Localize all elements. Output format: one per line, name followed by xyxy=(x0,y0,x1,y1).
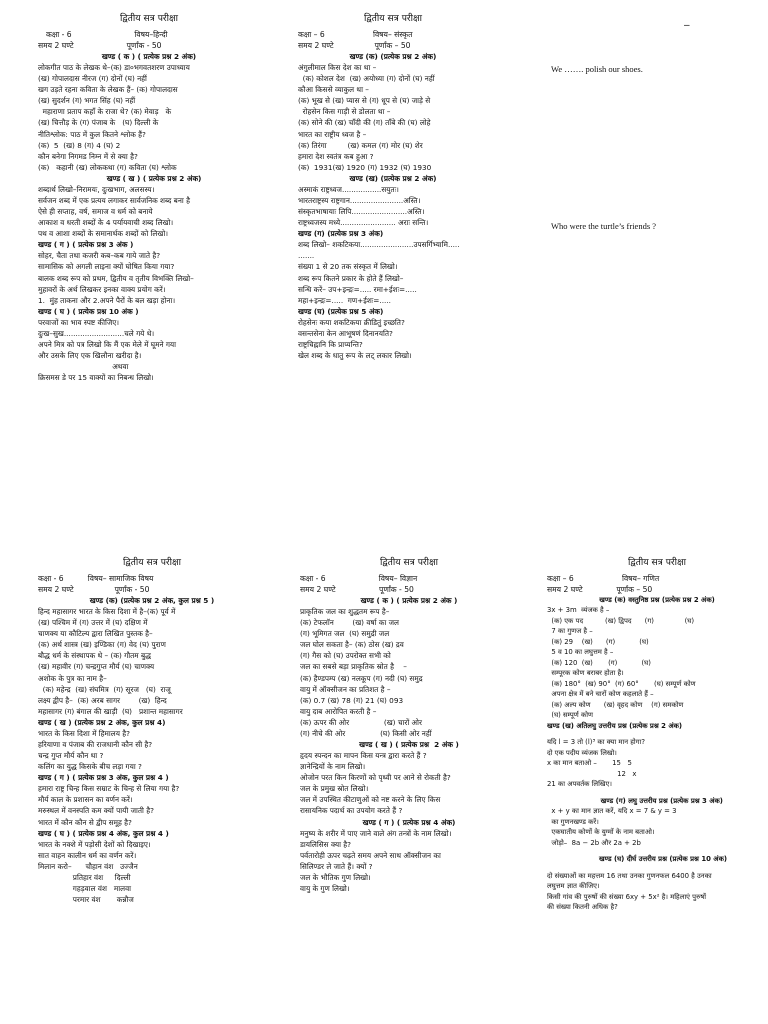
question-line: वसन्तसेना केन आभूषणं दिनानयति? xyxy=(298,328,393,338)
question-list xyxy=(38,51,260,383)
question-line: संस्कृतभाषायाः लिपि........................अस्ति। xyxy=(298,207,425,217)
section-heading: खण्ड (क) (प्रत्येक प्रश्न 2 अंक) xyxy=(349,51,437,61)
section-heading: खण्ड (घ) (प्रत्येक प्रश्न 5 अंक) xyxy=(298,306,384,316)
question-line: सामासिक को अगली लाइना क्यों घोषित किया गया? xyxy=(38,262,175,272)
question-line: दो एक पदीय व्यंजक लिखो। xyxy=(547,748,617,757)
question-line: प्रतिहार वंश दिल्ली xyxy=(38,872,131,882)
question-line: महाराणा प्रताप कहाँ के राजा थे? (क) मेवाड़ के xyxy=(38,107,172,117)
section-heading: खण्ड ( ग ) ( प्रत्येक प्रश्न 3 अंक ) xyxy=(38,240,134,250)
question-line: (ग) भूमिगत जल (घ) समुद्री जल xyxy=(300,629,390,639)
question-line: (क) अल्प कोण (ख) वृहद कोण (ग) समकोण xyxy=(547,700,684,709)
question-line: (क) टेफलॉन (ख) वर्षा का जल xyxy=(300,618,400,628)
question-line: (घ) सम्पूर्ण कोण xyxy=(547,711,594,720)
question-list xyxy=(38,595,266,905)
question-list xyxy=(547,595,767,913)
question-line: (क) 0.7 (ख) 78 (ग) 21 (घ) 093 xyxy=(300,695,404,705)
paper-title: द्वितीय सत्र परीक्षा xyxy=(627,557,687,568)
class-subject-line: कक्षा - 6 विषय– सामाजिक विषय xyxy=(38,573,154,583)
question-line: संख्या 1 से 20 तक संस्कृत में लिखो। xyxy=(298,262,398,272)
question-line: पर्वतारोही ऊपर चढ़ते समय अपने साथ ऑक्सीजन का xyxy=(300,850,441,860)
question-line: 21 का अपवर्तक लिखिए। xyxy=(547,780,612,789)
question-line: एकघातीय कोणों के युग्मों के नाम बताओ। xyxy=(547,828,655,837)
question-line: कौआ किससे व्याकुल था – xyxy=(298,85,369,95)
question-line: अंगुलीमाल किस देश का था – xyxy=(298,63,377,73)
paper-title: द्वितीय सत्र परीक्षा xyxy=(379,557,439,568)
question-line: भारत में कौन कौन से द्वीप समूह है? xyxy=(38,817,132,827)
question-line: वायु दाब आरोपित करती है – xyxy=(300,706,377,716)
question-line: (क) 29 (ख) (ग) (घ) xyxy=(547,637,649,646)
question-line: डायलिसिस क्या है? xyxy=(300,839,352,849)
question-line: शब्दार्थ लिखो–निरामयः, दुःखभाग, अलसस्य। xyxy=(38,184,155,194)
section-heading: खण्ड (ग) लघु उत्तरीय प्रश्न (प्रत्येक प्रश्न 3 अंक) xyxy=(591,796,723,805)
question-line: दो संख्याओं का महत्तम 16 तथा उनका गुणनफल 6400 है उनका xyxy=(547,871,712,880)
question-line: ज्ञानेन्द्रियों के नाम लिखो। xyxy=(300,762,366,772)
section-heading: खण्ड ( ख ) ( प्रत्येक प्रश्न 2 अंक) xyxy=(96,173,202,183)
question-line: अस्माकं राष्ट्रध्वज.................सयुतः। xyxy=(298,184,399,194)
paper-title: द्वितीय सत्र परीक्षा xyxy=(119,13,179,24)
exam-paper-social-studies xyxy=(38,556,266,1024)
question-line: ऐसे ही सप्ताह, वर्ष, समाज व धर्म को बनाये xyxy=(38,207,153,217)
question-line: x का मान बताओ – 15 5 xyxy=(547,759,632,768)
question-line: अशोक के पुत्र का नाम है– xyxy=(38,673,107,683)
question-line: सोहर, चैता तथा कजरी कब–कब गाये जाते है? xyxy=(38,251,161,261)
section-heading: खण्ड ( क ) ( प्रत्येक प्रश्न 2 अंक) xyxy=(101,51,197,61)
question-line: सर्वजन शब्द में एक प्रत्यय लगाकर सार्वजनिक शब्द बना है xyxy=(38,196,190,205)
question-line: बौद्ध धर्म के संस्थापक थे – (क) गौतम बुद्ध xyxy=(38,651,151,661)
question-line: महासागर (ग) बंगाल की खाड़ी (घ) प्रशान्त महासागर xyxy=(38,706,183,716)
question-line: वायु में ऑक्सीजन का प्रतिशत है – xyxy=(300,684,391,694)
question-line: जल के प्रमुख स्रोत लिखो। xyxy=(300,784,369,794)
question-line: आकाश व धरती शब्दों के 4 पर्यायवाची शब्द लिखो। xyxy=(38,218,174,228)
question-line: मुहावरों के अर्थ लिखकर इनका वाक्य प्रयोग करें। xyxy=(38,284,166,294)
question-line: (क) भूख से (ख) प्यास से (ग) धूप से (घ) जाड़े से xyxy=(298,96,431,106)
question-line: हरियाणा व पंजाब की राजधानी कौन सी है? xyxy=(38,740,153,749)
section-heading: खण्ड ( घ ) ( प्रत्येक प्रश्न 10 अंक ) xyxy=(38,306,139,316)
question-line: (ग) गैस को (घ) उपरोक्त सभी को xyxy=(300,651,391,661)
question-line: जल में उपस्थित कीटाणुओं को नष्ट करने के लिए किस xyxy=(300,795,441,805)
time-marks-line: समय 2 घण्टे पूर्णांक – 50 xyxy=(298,40,411,50)
question-line: रासायनिक पदार्थ का उपयोग करते हैं ? xyxy=(300,806,403,816)
question-line: ओजोन परत किन किरणों को पृथ्वी पर आने से रोकती है? xyxy=(300,773,451,783)
question-line: (क) एक पद (ख) द्विपद (ग) (घ) xyxy=(547,616,695,625)
question-line: हमारा देश स्वतंत्र कब हुआ ? xyxy=(298,151,374,161)
section-heading: खण्ड (ग) (प्रत्येक प्रश्न 3 अंक) xyxy=(298,229,384,239)
question-line: (क) 120 (ख) (ग) (घ) xyxy=(547,658,651,667)
question-line: नीतिश्लोक: पाठ में कुल कितने श्लोक हैं? xyxy=(38,129,146,139)
paper-title: द्वितीय सत्र परीक्षा xyxy=(363,13,423,24)
question-list xyxy=(300,595,518,894)
question-line: (क) 180° (ख) 90° (ग) 60° (घ) सम्पूर्ण कोण xyxy=(547,679,696,688)
question-line: अपने मित्र को पत्र लिखो कि मैं एक मेले में घूमने गया xyxy=(38,340,177,350)
paper-title: द्वितीय सत्र परीक्षा xyxy=(122,557,182,568)
question-line: जल घोल सकता है– (क) ठोस (ख) द्रव xyxy=(300,640,404,650)
question-line: भारत के नक्शे में पड़ोसी देशों को दिखाइए। xyxy=(38,839,151,849)
question-line: जल का सबसे बड़ा प्राकृतिक स्रोत है – xyxy=(300,662,407,672)
question-line: और उसके लिए एक खिलौना खरीदा है। xyxy=(38,351,142,361)
question-line: किसी गांव की पुरुषों की संख्या 6xy + 5x² है। महिलाएं पुरुषों xyxy=(547,892,706,901)
question-line: खग उड़ते रहना कविता के लेखक हैं– (क) गोपालदास xyxy=(38,85,178,95)
section-heading: खण्ड ( क ) ( प्रत्येक प्रश्न 2 अंक ) xyxy=(360,595,458,605)
question-line: (क) सोने की (ख) चाँदी की (ग) ताँबे की (घ) लोहे xyxy=(298,118,431,128)
question-line: ....... xyxy=(298,251,315,261)
question-line: हिन्द महासागर भारत के किस दिशा में है–(क) पूर्व में xyxy=(38,607,176,617)
exam-paper-sanskrit xyxy=(298,12,488,412)
question-line: राष्ट्रध्वजस्य मध्ये........................ अराः सन्ति। xyxy=(298,218,429,228)
question-line: (क) हैण्डपम्प (ख) नलकूप (ग) नदी (घ) समुद्र xyxy=(300,673,423,683)
question-line: हृदय स्पन्दन का मापन किस यन्त्र द्वारा करते हैं ? xyxy=(300,751,427,761)
question-line: हमारा राष्ट्र चिन्ह किस सम्राट के चिन्ह से लिया गया है? xyxy=(38,784,180,794)
question-list xyxy=(298,51,488,361)
section-heading: खण्ड ( ग ) ( प्रत्येक प्रश्न 3 अंक, कुल प्रश्न 4 ) xyxy=(38,773,169,783)
question-line: मिलान करो– चौहान वंश उज्जैन xyxy=(38,861,138,871)
question-line: यदि l = 3 तो (l)³ का क्या मान होगा? xyxy=(547,738,646,747)
section-heading: खण्ड (ख) अतिलघु उत्तरीय प्रश्न (प्रत्येक प्रश्न 2 अंक) xyxy=(547,721,683,730)
question-line: शब्द लिखो– शकटिकया.......................उपसर्गिभ्यामि..... xyxy=(298,240,460,250)
question-line: कौन बनेगा निगमड निम्न में से क्या है? xyxy=(38,151,138,161)
question-line: (ख) पश्चिम में (ग) उत्तर में (घ) दक्षिण में xyxy=(38,618,148,628)
section-heading: खण्ड (क) (प्रत्येक प्रश्न 2 अंक, कुल प्रश्न 5 ) xyxy=(89,595,215,605)
question-line: पथ व आशा शब्दों के समानार्थक शब्दों को लिखो। xyxy=(38,229,168,239)
question-line: मनुष्य के शरीर में पाए जाने वाले अंग तन्त्रों के नाम लिखो। xyxy=(300,828,452,838)
question-line: रोहसेनः कया शकटिकया क्रीडितुं इच्छति? xyxy=(298,317,405,327)
question-line: क्रिसमस डे पर 15 वाक्यों का निबन्ध लिखो। xyxy=(38,373,154,383)
question-line: कलिंग का युद्ध किसके बीच लड़ा गया ? xyxy=(38,762,142,772)
section-heading: खण्ड ( ग ) ( प्रत्येक प्रश्न 4 अंक) xyxy=(362,817,456,827)
page-dash: – xyxy=(684,20,690,31)
question-line: सात वाहन कालीन धर्म का वर्णन करें। xyxy=(38,850,137,860)
question-line: 7 का गुणज है – xyxy=(547,627,593,636)
question-line: प्राकृतिक जल का शुद्धतम रूप है– xyxy=(300,607,390,617)
question-line: सम्पूरक कोण बराबर होता है। xyxy=(547,669,624,678)
question-line: (क) तिरंगा (ख) कमल (ग) मोर (घ) शेर xyxy=(298,140,423,150)
section-heading: खण्ड ( ख ) (प्रत्येक प्रश्न 2 अंक, कुल प्रश्न 4) xyxy=(38,717,166,727)
question-line: (क) महेन्द्र (ख) संघमित्र (ग) सूरज (घ) राजू xyxy=(38,684,171,694)
question-line: रोहसेन किस गाड़ी से डोलता था – xyxy=(298,107,391,117)
question-line: सन्धि करें– उप+इन्द्रः=..... रमा+ईशः=..... xyxy=(298,284,417,294)
class-subject-line: कक्षा - 6 विषय–हिन्दी xyxy=(46,29,168,39)
time-marks-line: समय 2 घण्टे पूर्णांक - 50 xyxy=(38,584,150,594)
question-line: (ख) महावीर (ग) चन्द्रगुप्त मौर्य (घ) चाणक्य xyxy=(38,662,155,672)
time-marks-line: समय 2 घण्टे पूर्णांक – 50 xyxy=(547,584,653,594)
question-line: (क) कहानी (ख) लोककथा (ग) कविता (घ) श्लोक xyxy=(38,162,177,172)
question-line: (ग) नीचे की ओर (घ) किसी ओर नहीं xyxy=(300,728,432,738)
question-line: वायु के गुण लिखो। xyxy=(300,884,350,894)
english-sentence-1: We ……. polish our shoes. xyxy=(551,64,643,74)
question-line: (ख) चित्तौड़ के (ग) पंजाब के (घ) दिल्ली के xyxy=(38,118,159,128)
time-marks-line: समय 2 घण्टे पूर्णांक - 50 xyxy=(300,584,414,594)
question-line: खेल शब्द के धातु रूप के लट् लकार लिखो। xyxy=(298,351,412,361)
question-line: राष्ट्रचिह्नानि कि प्राप्यन्ति? xyxy=(298,340,363,350)
question-line: x + y का मान ज्ञात करें, यदि x = 7 & y = 3 xyxy=(547,807,677,816)
question-line: बालक शब्द रूप को प्रथम, द्वितीय व तृतीय विभक्ति लिखो– xyxy=(38,273,194,283)
question-line: महा+इन्द्रः=..... गण+ईशः=..... xyxy=(298,295,392,305)
question-line: दुःख–सुख..........................चले गये थे। xyxy=(38,328,155,338)
question-line: (क) अर्थ शास्त्र (ख) इण्डिका (ग) वेद (घ) पुराण xyxy=(38,640,166,650)
question-line: चन्द्र गुप्त मौर्य कौन था ? xyxy=(38,751,104,761)
question-line: 1. मुंह ताकना और 2.अपने पैरों के बल खड़ा होना। xyxy=(38,295,176,305)
question-line: लक्ष्य द्वीप है– (क) अरब सागर (ख) हिन्द xyxy=(38,695,167,705)
question-line: का गुणनखण्ड करें। xyxy=(547,817,599,826)
question-line: (ख) सुदर्शन (ग) भगत सिंह (घ) नहीं xyxy=(38,96,136,106)
section-heading: खण्ड ( ख ) ( प्रत्येक प्रश्न 2 अंक ) xyxy=(359,740,459,749)
question-line: जल के भौतिक गुण लिखो। xyxy=(300,872,371,882)
english-sentence-2: Who were the turtle’s friends ? xyxy=(551,221,657,231)
section-heading: खण्ड (ख) (प्रत्येक प्रश्न 2 अंक) xyxy=(349,173,437,183)
question-line: अथवा xyxy=(38,362,129,372)
question-line: 12 x xyxy=(547,769,637,778)
question-line: (क) 5 (ख) 8 (ग) 4 (घ) 2 xyxy=(38,140,121,150)
question-line: मरुस्थल में वनस्पति कम क्यों पायी जाती है? xyxy=(38,806,155,816)
question-line: परमार वंश कन्नौज xyxy=(38,895,134,905)
class-subject-line: कक्षा – 6 विषय– गणित xyxy=(547,573,660,583)
question-line: भारत का राष्ट्रीय ध्वज है – xyxy=(298,129,367,139)
question-line: की संख्या कितनी अधिक है? xyxy=(547,903,618,912)
exam-paper-hindi xyxy=(38,12,260,532)
question-line: भारत के किस दिशा में हिमालय है? xyxy=(38,728,131,738)
exam-paper-mathematics xyxy=(547,556,767,1024)
question-line: (क) 1931(ख) 1920 (ग) 1932 (घ) 1930 xyxy=(298,162,432,172)
class-subject-line: कक्षा – 6 विषय– संस्कृत xyxy=(298,29,413,39)
section-heading: खण्ड ( घ ) ( प्रत्येक प्रश्न 4 अंक, कुल प्रश्न 4 ) xyxy=(38,828,169,838)
section-heading: खण्ड (घ) दीर्घ उत्तरीय प्रश्न (प्रत्येक प्रश्न 10 अंक) xyxy=(586,855,728,864)
question-line: जोड़ो– 8a − 2b और 2a + 2b xyxy=(547,838,641,847)
question-line: शब्द रूप कितने प्रकार के होते हैं लिखो– xyxy=(298,273,404,283)
question-line: अपना क्षेत्र में बने चारों कोण कहलाते हैं – xyxy=(547,690,654,699)
section-heading: खण्ड (क) वस्तुनिष्ठ प्रश्न (प्रत्येक प्रश्न 2 अंक) xyxy=(599,595,715,604)
time-marks-line: समय 2 घण्टे पूर्णांक - 50 xyxy=(38,40,162,50)
question-line: 5 व 10 का लघुत्तम है – xyxy=(547,648,614,657)
question-line: 3x + 3m व्यंजक है – xyxy=(547,606,610,615)
question-line: मौर्य काल के प्रशासन का वर्णन करें। xyxy=(38,795,133,805)
question-line: (क) कोशल देश (ख) अयोध्या (ग) दोनों (घ) नहीं xyxy=(298,74,435,84)
question-line: लघुत्तम ज्ञात कीजिए। xyxy=(547,882,600,891)
question-line: सिलिण्डर ले जाते हैं। क्यों ? xyxy=(300,861,373,871)
question-line: चाणक्य या कौटिल्य द्वारा लिखित पुस्तक है– xyxy=(38,629,153,639)
question-line: (क) ऊपर की ओर (ख) चारों ओर xyxy=(300,717,422,727)
question-line: गहड़वाल वंश मालवा xyxy=(38,884,132,894)
question-line: लोकगीत पाठ के लेखक थे–(क) डा०भगवतशरण उपाध्याय xyxy=(38,63,190,73)
question-line: परवाजों का भाव स्पष्ट कीजिए। xyxy=(38,317,120,327)
question-line: (ख) गोपालदास नीरज (ग) दोनों (घ) नहीं xyxy=(38,74,147,84)
exam-paper-science xyxy=(300,556,518,1024)
question-line: भारतराष्ट्रस्य राष्ट्रगान.......................अस्ति। xyxy=(298,196,421,205)
class-subject-line: कक्षा - 6 विषय– विज्ञान xyxy=(300,573,418,583)
